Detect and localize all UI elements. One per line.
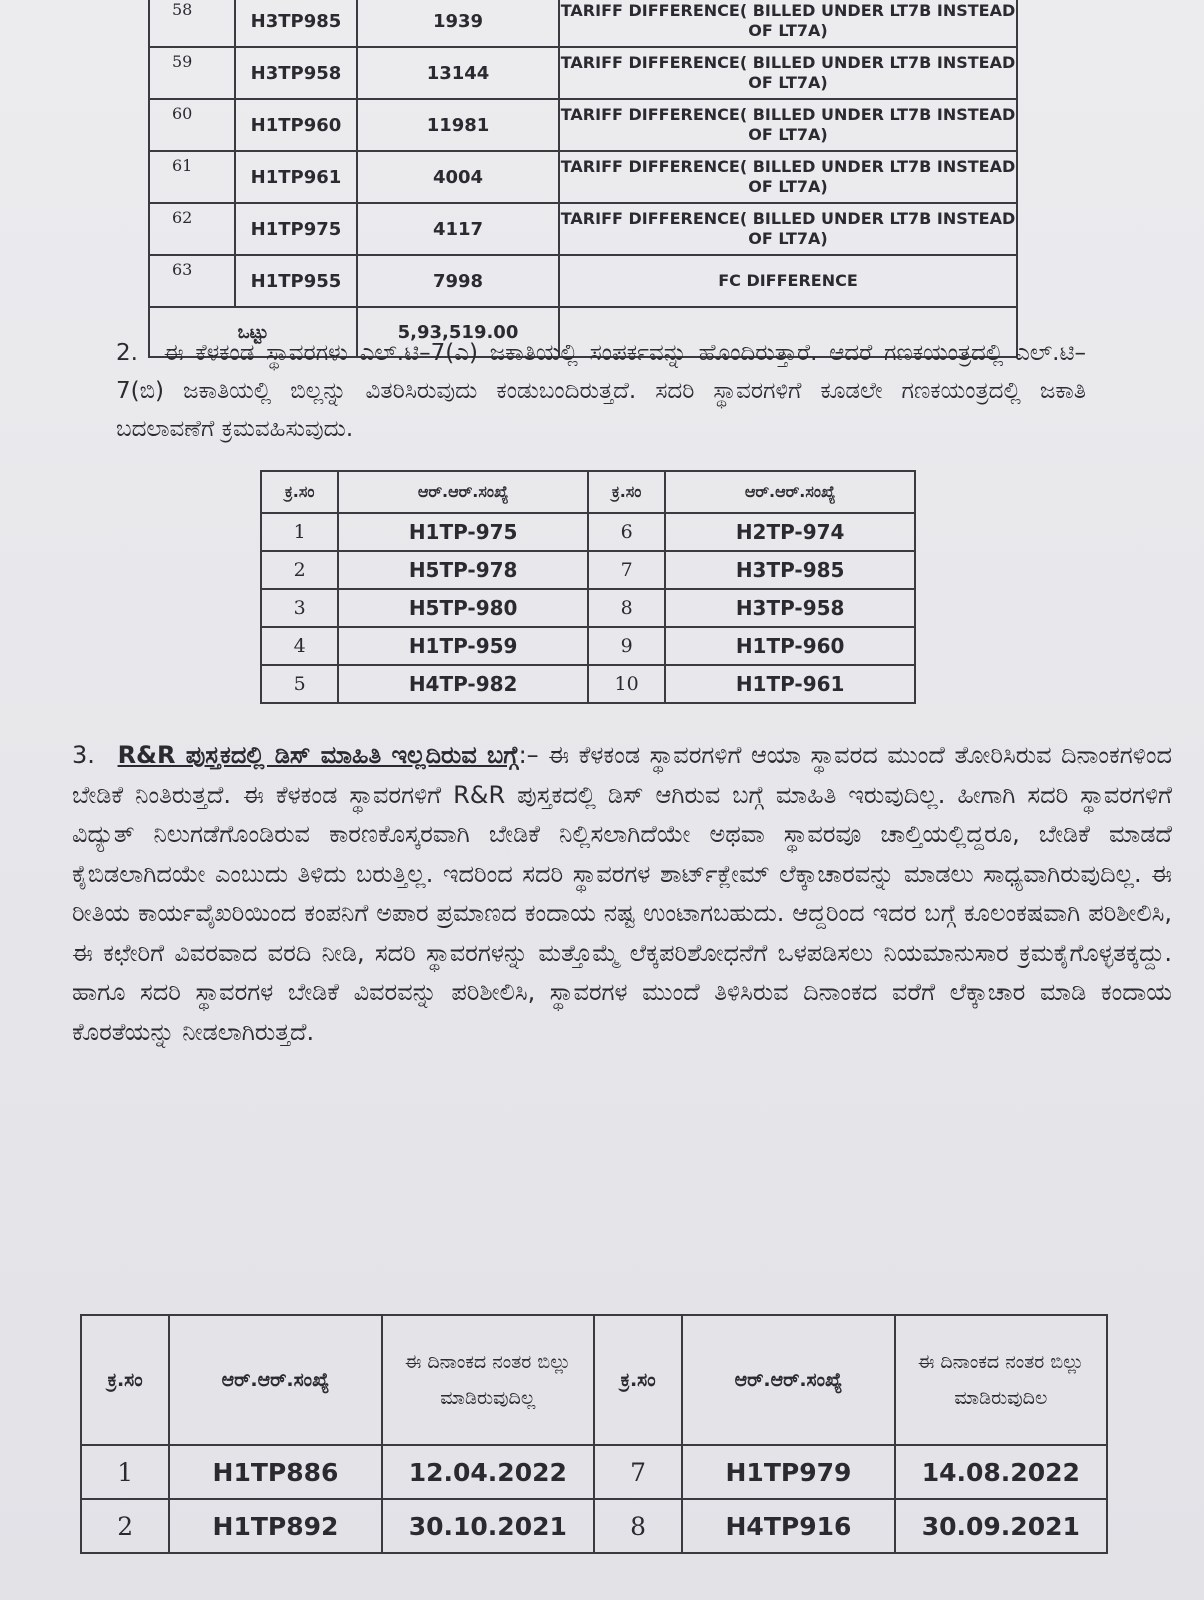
rr-number-cell: H4TP916 xyxy=(682,1499,894,1553)
rr-number-cell: H1TP975 xyxy=(235,203,357,255)
table-row xyxy=(81,1499,1107,1553)
billing-stopped-table xyxy=(80,1314,1108,1554)
paragraph-text: ಈ ಕೆಳಕಂಡ ಸ್ಥಾವರಗಳು ಎಲ್.ಟಿ–7(ಎ) ಜಕಾತಿಯಲ್ಲಿ ಸಂಪರ್ಕವನ್ನು ಹೊಂದಿರುತ್ತಾರೆ. ಆದರೆ ಗಣಕಯಂತ್ರದಲ್ಲಿ ಎಲ್.ಟಿ–7(ಬಿ) ಜಕಾತಿಯಲ್ಲಿ ಬಿಲ್ಲನ್ನು ವಿತರಿಸಿರುವುದು ಕಂಡುಬಂದಿರುತ್ತದೆ. ಸದರಿ ಸ್ಥಾವರಗಳಿಗೆ ಕೂಡಲೇ ಗಣಕಯಂತ್ರದಲ್ಲಿ ಜಕಾತಿ ಬದಲಾವಣೆಗೆ ಕ್ರಮವಹಿಸುವುದು. xyxy=(116,340,1086,442)
amount-cell: 4117 xyxy=(357,203,559,255)
column-header: ಕ್ರ.ಸಂ xyxy=(594,1315,682,1445)
table-row xyxy=(261,513,915,551)
date-cell: 30.09.2021 xyxy=(895,1499,1107,1553)
rr-number-cell: H3TP985 xyxy=(235,0,357,47)
rr-number-cell: H3TP958 xyxy=(235,47,357,99)
table-row xyxy=(149,255,1017,307)
paragraph-text: :– ಈ ಕೆಳಕಂಡ ಸ್ಥಾವರಗಳಿಗೆ ಆಯಾ ಸ್ಥಾವರದ ಮುಂದೆ ತೋರಿಸಿರುವ ದಿನಾಂಕಗಳಿಂದ ಬೇಡಿಕೆ ನಿಂತಿರುತ್ತದೆ. ಈ ಕೆಳಕಂಡ ಸ್ಥಾವರಗಳಿಗೆ R&R ಪುಸ್ತಕದಲ್ಲಿ ಡಿಸ್ ಆಗಿರುವ ಬಗ್ಗೆ ಮಾಹಿತಿ ಇರುವುದಿಲ್ಲ. ಹೀಗಾಗಿ ಸದರಿ ಸ್ಥಾವರಗಳಿಗೆ ವಿದ್ಯುತ್ ನಿಲುಗಡೆಗೊಂಡಿರುವ ಕಾರಣಕೊಸ್ಕರವಾಗಿ ಬೇಡಿಕೆ ನಿಲ್ಲಿಸಲಾಗಿದೆಯೇ ಅಥವಾ ಸ್ಥಾವರವೂ ಚಾಲ್ತಿಯಲ್ಲಿದ್ದರೂ, ಬೇಡಿಕೆ ಮಾಡದೆ ಕೈಬಿಡಲಾಗಿದಯೇ ಎಂಬುದು ತಿಳಿದು ಬರುತ್ತಿಲ್ಲ. ಇದರಿಂದ ಸದರಿ ಸ್ಥಾವರಗಳ ಶಾರ್ಟ್‌ಕ್ಲೇಮ್ ಲೆಕ್ಕಾಚಾರವನ್ನು ಮಾಡಲು ಸಾಧ್ಯವಾಗಿರುವುದಿಲ್ಲ. ಈ ರೀತಿಯ ಕಾರ್ಯವೈಖರಿಯಿಂದ ಕಂಪನಿಗೆ ಅಪಾರ ಪ್ರಮಾಣದ ಕಂದಾಯ ನಷ್ಟ ಉಂಟಾಗಬಹುದು. ಆದ್ದರಿಂದ ಇದರ ಬಗ್ಗೆ ಕೂಲಂಕಷವಾಗಿ ಪರಿಶೀಲಿಸಿ, ಈ ಕಛೇರಿಗೆ ವಿವರವಾದ ವರದಿ ನೀಡಿ, ಸದರಿ ಸ್ಥಾವರಗಳನ್ನು ಮತ್ತೊಮ್ಮೆ ಲೆಕ್ಕಪರಿಶೋಧನೆಗೆ ಒಳಪಡಿಸಲು ನಿಯಮಾನುಸಾರ ಕ್ರಮಕೈಗೊಳ್ಳತಕ್ಕದ್ದು. ಹಾಗೂ ಸದರಿ ಸ್ಥಾವರಗಳ ಬೇಡಿಕೆ ವಿವರವನ್ನು ಪರಿಶೀಲಿಸಿ, ಸ್ಥಾವರಗಳ ಮುಂದೆ ತಿಳಿಸಿರುವ ದಿನಾಂಕದ ವರೆಗೆ ಲೆಕ್ಕಾಚಾರ ಮಾಡಿ ಕಂದಾಯ ಕೊರತೆಯನ್ನು ನೀಡಲಾಗಿರುತ್ತದೆ. xyxy=(72,741,1172,1046)
rr-number-cell: H3TP-985 xyxy=(665,551,915,589)
serial-cell: 6 xyxy=(588,513,665,551)
column-header: ಕ್ರ.ಸಂ xyxy=(81,1315,169,1445)
rr-number-cell: H4TP-982 xyxy=(338,665,588,703)
remark-cell: TARIFF DIFFERENCE( BILLED UNDER LT7B INSTEAD OF LT7A) xyxy=(559,47,1017,99)
table-row xyxy=(149,203,1017,255)
rr-number-table xyxy=(260,470,916,704)
column-header: ಈ ದಿನಾಂಕದ ನಂತರ ಬಿಲ್ಲು ಮಾಡಿರುವುದಿಲ್ಲ xyxy=(382,1315,594,1445)
serial-cell: 59 xyxy=(149,47,235,99)
rr-number-cell: H2TP-974 xyxy=(665,513,915,551)
paragraph-3 xyxy=(72,736,1172,1052)
rr-number-cell: H1TP955 xyxy=(235,255,357,307)
rr-number-cell: H1TP961 xyxy=(235,151,357,203)
serial-cell: 9 xyxy=(588,627,665,665)
paragraph-number: 3. xyxy=(72,741,95,769)
remark-cell: FC DIFFERENCE xyxy=(559,255,1017,307)
column-header: ಆರ್.ಆರ್.ಸಂಖ್ಯೆ xyxy=(338,471,588,513)
rr-number-cell: H1TP979 xyxy=(682,1445,894,1499)
total-label: ಒಟ್ಟು xyxy=(149,307,357,357)
serial-cell: 61 xyxy=(149,151,235,203)
column-header: ಆರ್.ಆರ್.ಸಂಖ್ಯೆ xyxy=(682,1315,894,1445)
header-row xyxy=(261,471,915,513)
column-header: ಈ ದಿನಾಂಕದ ನಂತರ ಬಿಲ್ಲು ಮಾಡಿರುವುದಿಲ xyxy=(895,1315,1107,1445)
rr-number-cell: H1TP-961 xyxy=(665,665,915,703)
remark-cell: TARIFF DIFFERENCE( BILLED UNDER LT7B INSTEAD OF LT7A) xyxy=(559,151,1017,203)
amount-cell: 4004 xyxy=(357,151,559,203)
table-row xyxy=(261,551,915,589)
table-row xyxy=(81,1445,1107,1499)
table-row xyxy=(149,99,1017,151)
serial-cell: 3 xyxy=(261,589,338,627)
column-header: ಆರ್.ಆರ್.ಸಂಖ್ಯೆ xyxy=(169,1315,381,1445)
amount-cell: 7998 xyxy=(357,255,559,307)
serial-cell: 63 xyxy=(149,255,235,307)
rr-number-cell: H1TP886 xyxy=(169,1445,381,1499)
serial-cell: 62 xyxy=(149,203,235,255)
date-cell: 12.04.2022 xyxy=(382,1445,594,1499)
serial-cell: 5 xyxy=(261,665,338,703)
amount-cell: 1939 xyxy=(357,0,559,47)
serial-cell: 1 xyxy=(81,1445,169,1499)
remark-cell: TARIFF DIFFERENCE( BILLED UNDER LT7B INSTEAD OF LT7A) xyxy=(559,0,1017,47)
serial-cell: 2 xyxy=(261,551,338,589)
remark-cell: TARIFF DIFFERENCE( BILLED UNDER LT7B INSTEAD OF LT7A) xyxy=(559,203,1017,255)
paragraph-2 xyxy=(116,334,1086,448)
serial-cell: 60 xyxy=(149,99,235,151)
column-header: ಕ್ರ.ಸಂ xyxy=(261,471,338,513)
serial-cell: 8 xyxy=(594,1499,682,1553)
rr-number-cell: H1TP-975 xyxy=(338,513,588,551)
amount-cell: 11981 xyxy=(357,99,559,151)
rr-number-cell: H1TP-959 xyxy=(338,627,588,665)
table-row xyxy=(261,627,915,665)
table-row xyxy=(261,589,915,627)
table-row xyxy=(261,665,915,703)
column-header: ಕ್ರ.ಸಂ xyxy=(588,471,665,513)
date-cell: 14.08.2022 xyxy=(895,1445,1107,1499)
serial-cell: 2 xyxy=(81,1499,169,1553)
rr-number-cell: H5TP-980 xyxy=(338,589,588,627)
header-row xyxy=(81,1315,1107,1445)
paragraph-number: 2. xyxy=(116,340,138,366)
amount-cell: 13144 xyxy=(357,47,559,99)
rr-number-cell: H1TP892 xyxy=(169,1499,381,1553)
serial-cell: 58 xyxy=(149,0,235,47)
column-header: ಆರ್.ಆರ್.ಸಂಖ್ಯೆ xyxy=(665,471,915,513)
rr-number-cell: H3TP-958 xyxy=(665,589,915,627)
serial-cell: 10 xyxy=(588,665,665,703)
total-value: 5,93,519.00 xyxy=(357,307,559,357)
serial-cell: 4 xyxy=(261,627,338,665)
serial-cell: 1 xyxy=(261,513,338,551)
remark-cell: TARIFF DIFFERENCE( BILLED UNDER LT7B INSTEAD OF LT7A) xyxy=(559,99,1017,151)
tariff-difference-table xyxy=(148,0,1018,358)
table-row xyxy=(149,0,1017,47)
table-row xyxy=(149,47,1017,99)
table-row xyxy=(149,151,1017,203)
rr-number-cell: H5TP-978 xyxy=(338,551,588,589)
serial-cell: 8 xyxy=(588,589,665,627)
serial-cell: 7 xyxy=(594,1445,682,1499)
paragraph-heading: R&R ಪುಸ್ತಕದಲ್ಲಿ ಡಿಸ್ ಮಾಹಿತಿ ಇಲ್ಲದಿರುವ ಬಗ್ಗೆ xyxy=(117,741,519,769)
rr-number-cell: H1TP-960 xyxy=(665,627,915,665)
serial-cell: 7 xyxy=(588,551,665,589)
date-cell: 30.10.2021 xyxy=(382,1499,594,1553)
rr-number-cell: H1TP960 xyxy=(235,99,357,151)
